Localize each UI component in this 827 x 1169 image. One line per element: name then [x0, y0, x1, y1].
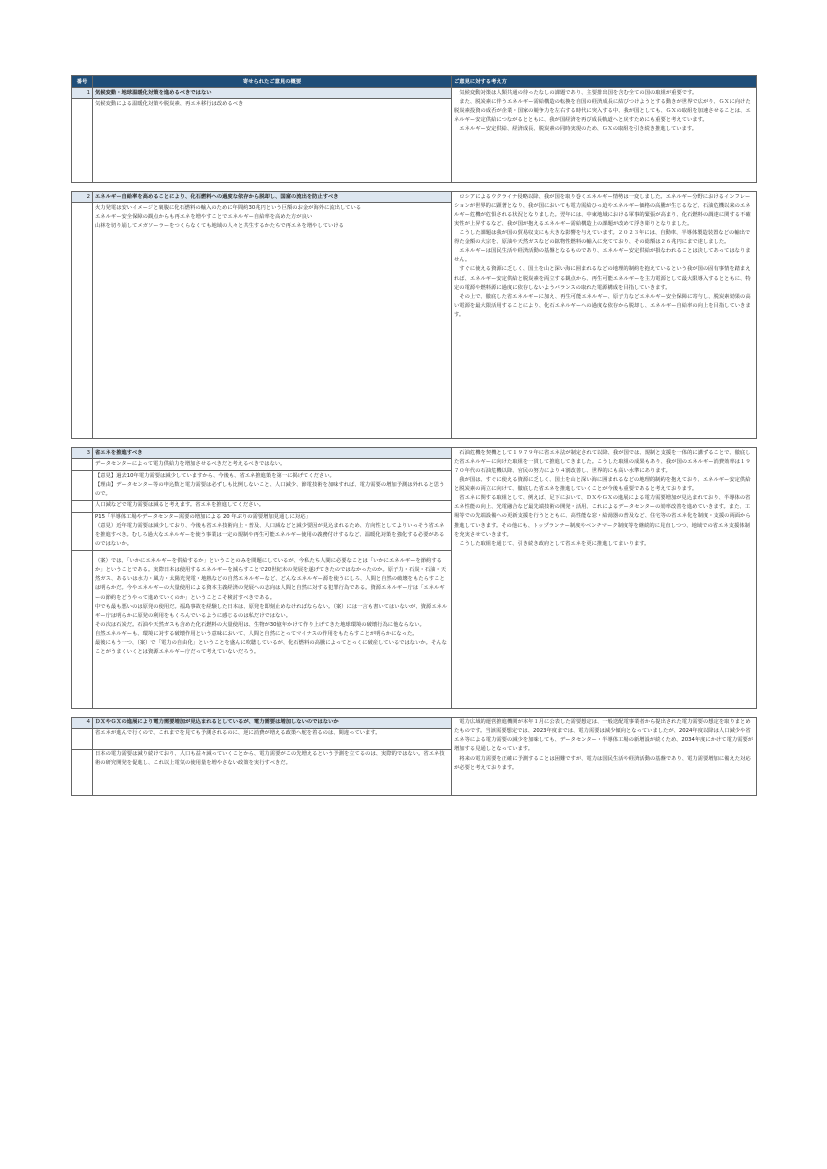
- item-number: 3: [72, 448, 93, 459]
- response-paragraph: すぐに使える資源に乏しく、国土を山と深い海に囲まれるなどの地理的制約を抱えているという我が国の固有事情を踏まえれば、エネルギー安定供給と脱炭素を両立する観点から、再生可能エネルギーを主力電源として最大限導入するとともに、特定の電源や燃料源に過度に依存しないようバランスの取れた電源構成を目指していきます。: [454, 266, 751, 291]
- response-paragraph: その上で、徹底した省エネルギーに加え、再生可能エネルギー、原子力などエネルギー安全保障に寄与し、脱炭素効果の高い電源を最大限活用することにより、化石エネルギーへの過度な依存から脱却し、エネルギー自給率の向上を目指していきます。: [454, 293, 751, 319]
- response-paragraph: エネルギー安定供給、経済成長、脱炭素の同時実現のため、ＧＸの取組を引き続き推進しています。: [459, 125, 698, 132]
- item-number: 1: [72, 88, 93, 99]
- response-paragraph: 電力広域的運営推進機関が本年１月に公表した需要想定は、一般送配電事業者から提出された電力需要の想定を取りまとめたものです。当該需要想定では、2023年度までは、電力需要は減少傾向となっていましたが、2024年度以降は人口減少や省エネ等による電力需要の減少を加味しても、データセンター・半導体工場の新増設が続くため、2034年度にかけて電力需要が増加する見通しとなっています。: [454, 719, 754, 753]
- opinion-line: 自然エネルギーも、環境に対する破壊作用という意味において、人間と自然にとってマイナスの作用をもたらすことが明らかになった。: [95, 630, 418, 637]
- opinion-line: 【意見】過去10年電力需要は減少していますから、今後も、省エネ推進策を第一に掲げてください。: [95, 472, 335, 479]
- response-cell: [452, 192, 757, 439]
- header-response: ご意見に対する考え方: [452, 76, 757, 88]
- response-paragraph: こうした取組を通じて、引き続き政府として省エネを更に推進してまいります。: [459, 540, 650, 547]
- opinion-text: 人口減などで電力需要は減ると考えます。省エネを推進してください。: [93, 500, 452, 512]
- response-paragraph: 将来の電力需要を正確に予測することは困難ですが、電力は国民生活や経済活動の基盤であり、電力需要増加に備えた対応が必要と考えております。: [454, 755, 751, 771]
- opinion-line: エネルギー安全保障の観点からも再エネを増やすことでエネルギー自給率を高めた方が良い: [95, 213, 313, 220]
- topic-row: [72, 192, 757, 203]
- response-paragraph: エネルギーは国民生活や経済活動の基盤となるものであり、エネルギー安定供給が損なわれることは決してあってはなりません。: [454, 248, 751, 264]
- opinion-line: （意見）近年電力需要は減少しており、今後も省エネ技術向上・普及、人口減などと減少要因が見込まれるため、方向性としてよりいっそう省エネを推進すべき。むしろ過大なエネルギーを使う事業は一定の規制や再生可能エネルギー使用の義務付けするなど、温暖化対策を強化する必要があるのではないか。: [95, 523, 445, 548]
- number-blank: [72, 459, 93, 471]
- table-header-row: [72, 76, 757, 88]
- gap-cell: [72, 439, 757, 448]
- gap-cell: [72, 708, 757, 717]
- opinion-text: [93, 512, 452, 550]
- row-gap: [72, 708, 757, 717]
- response-paragraph: こうした課題は我が国の貿易収支にも大きな影響を与えています。２０２３年には、自動車、半導体製造装置などの輸出で得た金額の大宗を、原油や天然ガスなどの鉱物性燃料の輸入に充てており、その総額は２６兆円にまで達しました。: [454, 230, 751, 246]
- header-number: 番号: [72, 76, 93, 88]
- opinion-text: 省エネが進んで行くので、これまでを見ても予測されるのに、逆に消費が増える政策へ舵を着るのは、間違っています。: [93, 728, 452, 749]
- opinion-line: その次は石炭だ。石油や天然ガスも含めた化石燃料の大量使用は、生物が30億年かけて作り上げてきた地球環境の破壊行為に他ならない。: [95, 621, 425, 628]
- number-blank: [72, 512, 93, 550]
- number-blank: [72, 203, 93, 439]
- number-blank: [72, 551, 93, 709]
- opinion-line: 中でも最も悪いのは原発の使用だ。福島事故を経験した日本は、原発を即刻止めなければならない。（案）には一言も書いてはいないが、資源エネルギー庁は明らかに原発の利用をもくろんでいるように感じるのは私だけではない。: [95, 603, 448, 619]
- opinion-line: P15「半導体工場やデータセンター需要の増加による 20 年ぶりの需要増加見通しに対応」: [95, 514, 311, 521]
- opinion-text: [93, 551, 452, 709]
- opinion-line: （案）では、「いかにエネルギーを供給するか」ということのみを問題にしているが、今私たち人間に必要なことは「いかにエネルギーを節約するか」ということである。実際日本は使用するエネルギーを減らすことで20世紀末の発展を遂げてきたのではなかったのか。原子力・石炭・石油・天然ガス、あるいは水力・風力・太陽光発電・地熱などの自然エネルギーなど、どんなエネルギー源を使うにしろ、人間と自然の破壊をもたらすことは明らかだ。今やエネルギーの大量使用による資本主義経済の発展への志向は人間と自然に対する犯罪行為である。資源エネルギー庁は「エネルギーの節約をどうやって進めていくのか」ということこそ検討すべきである。: [95, 558, 447, 601]
- response-paragraph: 気候変動対策は人類共通の待ったなしの課題であり、主要排出国を含む全ての国の取組が重要です。: [459, 89, 698, 96]
- response-paragraph: 我が国は、すぐに使える資源に乏しく、国土を山と深い海に囲まれるなどの地理的制約を抱えており、エネルギー安定供給と脱炭素の両立に向けて、徹底した省エネを推進していくことが今後も重要であると考えております。: [454, 477, 751, 493]
- topic-row: [72, 448, 757, 459]
- response-paragraph: 省エネに関する取組として、例えば、足下において、ＤＸやＧＸの進展による電力需要増加が見込まれており、半導体の省エネ性能の向上、光電融合など最先端技術の開発・活用、これによるデータセンターの効率改善を進めていきます。また、工場等での先端設備への更新支援を行うとともに、高性能な窓・給湯器の普及など、住宅等の省エネ化を制度・支援の両面から推進していきます。その他にも、トップランナー制度やベンチマーク制度等を継続的に見直しつつ、地域での省エネ支援体制を充実させていきます。: [454, 495, 751, 538]
- number-blank: [72, 99, 93, 183]
- row-gap: [72, 183, 757, 192]
- topic-title: 省エネを推進すべき: [93, 448, 452, 459]
- topic-row: [72, 717, 757, 728]
- gap-cell: [72, 183, 757, 192]
- response-paragraph: また、脱炭素に伴うエネルギー需給構造の転換を自国の経済成長に結びつけようとする動きが世界で広がり、ＧＸに向けた脱炭素投資の成否が企業・国家の競争力を左右する時代に突入する中、我が国としても、ＧＸの取組を加速させることは、エネルギー安定供給につながるとともに、我が国経済を再び成長軌道へと戻すためにも重要と考えています。: [454, 98, 751, 123]
- row-gap: [72, 439, 757, 448]
- item-number: 2: [72, 192, 93, 203]
- number-blank: [72, 749, 93, 795]
- topic-row: [72, 88, 757, 99]
- response-cell: [452, 717, 757, 795]
- topic-title: 気候変動・地球温暖化対策を進めるべきではない: [93, 88, 452, 99]
- response-paragraph: 石油危機を契機として１９７９年に省エネ法が制定されて以降、我が国では、規制と支援を一体的に講ずることで、徹底した省エネルギーに向けた取組を一貫して推進してきました。こうした取組の成果もあり、我が国のエネルギー消費効率は１９７０年代の石油危機以降、官民の努力により４割改善し、世界的にも高い水準にあります。: [454, 449, 751, 474]
- header-opinion-summary: 寄せられたご意見の概要: [93, 76, 452, 88]
- opinion-line: 【理由】データセンター等の申込数と電力需要は必ずしも比例しないこと、人口減少、節電技術を加味すれば、電力需要の増加予測は外れると思うので。: [95, 481, 445, 498]
- opinion-line: 最後にもう一つ、（案）で「電力の自由化」ということを盛んに吹聴しているが、化石燃料の高騰によってとっくに破産しているではないか。そんなことがうまくいくとは資源エネルギー庁だって考えていないだろう。: [95, 640, 447, 656]
- opinion-line: 山林を切り崩してメガソーラーをつくらなくても地域の人々と共生するかたちで再エネを増やしていける: [95, 222, 344, 229]
- response-cell: [452, 448, 757, 708]
- number-blank: [72, 500, 93, 512]
- opinions-table: [71, 75, 757, 796]
- response-cell: [452, 88, 757, 183]
- opinion-text: [93, 471, 452, 500]
- topic-title: エネルギー自給率を高めることにより、化石燃料への過度な依存から脱却し、国富の流出を防止すべき: [93, 192, 452, 203]
- number-blank: [72, 471, 93, 500]
- opinion-line: 火力発電は安いイメージと裏腹に化石燃料の輸入のために年間約30兆円という巨額のお金が海外に流出している: [95, 204, 362, 211]
- topic-title: ＤＸやＧＸの進展により電力需要増加が見込まれるとしているが、電力需要は増加しないのではないか: [93, 717, 452, 728]
- opinion-text: [93, 203, 452, 439]
- item-number: 4: [72, 717, 93, 728]
- opinion-text: 気候変動による温暖化対策や脱炭素、再エネ移行は改めるべき: [93, 99, 452, 183]
- response-paragraph: ロシアによるウクライナ侵略以降、我が国を取り巻くエネルギー情勢は一変しました。エネルギー分野におけるインフレーションが世界的に顕著となり、我が国においても電力需給ひっ迫やエネルギー価格の高騰が生じるなど、石油危機以来のエネルギー危機が危惧される状況となりました。翌年には、中東地域における軍事的緊張が高まり、化石燃料の調達に関する不確実性が上昇するなど、我が国が抱えるエネルギー需給構造上の課題が改めて浮き彫りとなりました。: [454, 193, 751, 227]
- opinion-text: データセンターによって電力供給力を増加させるべきだと考えるべきではない。: [93, 459, 452, 471]
- number-blank: [72, 728, 93, 749]
- opinion-text: 日本の電力需要は減り続けており、人口も益々減っていくことから、電力需要がこの先増えるという予測を立てるのは、実際的ではない。省エネ技術の研究開発を促進し、これ以上電気の使用量を増やさない政策を実行すべきだ。: [93, 749, 452, 795]
